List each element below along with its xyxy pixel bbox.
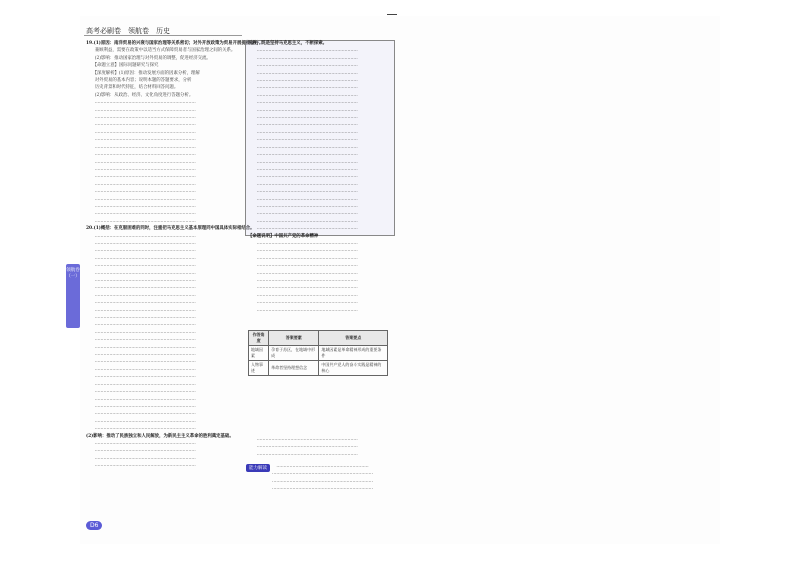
ability-badge: 能力解读 <box>246 464 270 472</box>
side-tab: 领航卷（一） <box>66 264 80 328</box>
table-cell: 地域因素 <box>249 346 269 361</box>
table-cell: 孕育于苏区，在地域中形成 <box>269 346 319 361</box>
table-header: 作答角度 <box>249 331 269 346</box>
left-column: 19.(1)原因：南洋贸易的兴衰与国家治理等关系密切；对外开放政策为贸易开展提供条件。 兼顾利益，需要在政策中以适当方式保障贸易者与国家治理之间的关系。 (2)影响：推动国家治理与对外贸易的调整，促进经济交流。 【命题立意】国际问题研究与探究 【深度解析】(1)原因：推动发展方面的因素分析，理解 对外贸易的基本内容；说明本题的答题要求，分析 历史背景和时代特征，结合材料回答问题。 (2)影响：从政治、经济、文化角度进行答题分析。 …………………………………………………………… …………………………………………………………… …………………………………………………………… …………………………………………………………… …………………………………………………………… …………………………………………………………… …………………………………………………………… …………………………………………………………… …………………………………………………………… …………………………………………………………… …………………………………………………………… …………………………………………………………… …………………………………………………………… …………………………………………………………… …………………………………………………………… …………………………………………………………… …………………………………………………………… 20.(1)概括：在克服困难的同时，注重把马克思主义基本原理同中国具体实际相结合。 …………………………………………………………… …………………………………………………………… …………………………………………………………… …………………………………………………………… …………………………………………………………… …………………………………………………………… …………………………………………………………… …………………………………………………………… …………………………………………………………… …………………………………………………………… …………………………………………………………… …………………………………………………………… …………………………………………………………… …………………………………………………………… …………………………………………………………… …………………………………………………………… …………………………………………………………… …………………………………………………………… …………………………………………………………… …………………………………………………………… …………………………………………………………… …………………………………………………………… …………………………………………………………… …………………………………………………………… …………………………………………………………… …………………………………………………………… …………………………………………………………… (2)影响：推动了民族独立和人民解放，为新民主主义革命的胜利奠定基础。 …………………………………………………………… …………………………………………………………… …………………………………………………………… …………………………………………………………… <box>86 41 264 469</box>
page-number: D6 <box>86 521 102 530</box>
table-cell: 革命者坚持理想信念 <box>269 361 319 376</box>
question-20-part2: (2)影响：推动了民族独立和人民解放，为新民主主义革命的胜利奠定基础。 <box>86 433 234 439</box>
table-cell: 地域因素是革命精神形成的重要条件 <box>319 346 388 361</box>
table-cell: 中国共产党人的奋斗实践是精神的核心 <box>319 361 388 376</box>
table-cell: 人物事迹 <box>249 361 269 376</box>
table-header: 答案要点 <box>319 331 388 346</box>
right-top-text: 民族，既是坚持马克思主义，不断探索。 <box>248 41 328 46</box>
page-top-mark <box>387 14 397 15</box>
table-row <box>249 346 388 361</box>
header-rule <box>84 35 242 36</box>
question-19: 19.(1)原因：南洋贸易的兴衰与国家治理等关系密切；对外开放政策为贸易开展提供条件。 <box>86 41 264 46</box>
table-header: 答案要素 <box>269 331 319 346</box>
answer-table <box>248 330 388 376</box>
page-header: 高考必刷卷 领航卷 历史 <box>86 27 170 35</box>
right-column: 民族，既是坚持马克思主义，不断探索。 …………………………………………………………… …………………………………………………………… …………………………………………………………… …………………………………………………………… …………………………………………………………… …………………………………………………………… …………………………………………………………… …………………………………………………………… …………………………………………………………… …………………………………………………………… …………………………………………………………… …………………………………………………………… …………………………………………………………… …………………………………………………………… …………………………………………………………… …………………………………………………………… …………………………………………………………… …………………………………………………………… …………………………………………………………… …………………………………………………………… …………………………………………………………… …………………………………………………………… …………………………………………………………… …………………………………………………………… …………………………………………………………… 【命题说明】中国共产党的革命精神 …………………………………………………………… …………………………………………………………… …………………………………………………………… …………………………………………………………… …………………………………………………………… …………………………………………………………… …………………………………………………………… …………………………………………………………… …………………………………………………………… …………………………………………………………… <box>248 40 392 314</box>
table-header-row <box>249 331 388 346</box>
table-row <box>249 361 388 376</box>
question-20: 20.(1)概括：在克服困难的同时，注重把马克思主义基本原理同中国具体实际相结合。 <box>86 226 255 232</box>
section-heading: 【命题说明】中国共产党的革命精神 <box>248 233 319 239</box>
right-column-lower: …………………………………………………………… …………………………………………………………… …………………………………………………………… <box>248 437 358 457</box>
badge-text: ……………………………………………………… …………………………………………………………… …………………………………………………………… …………………………………………………………… <box>272 464 373 492</box>
